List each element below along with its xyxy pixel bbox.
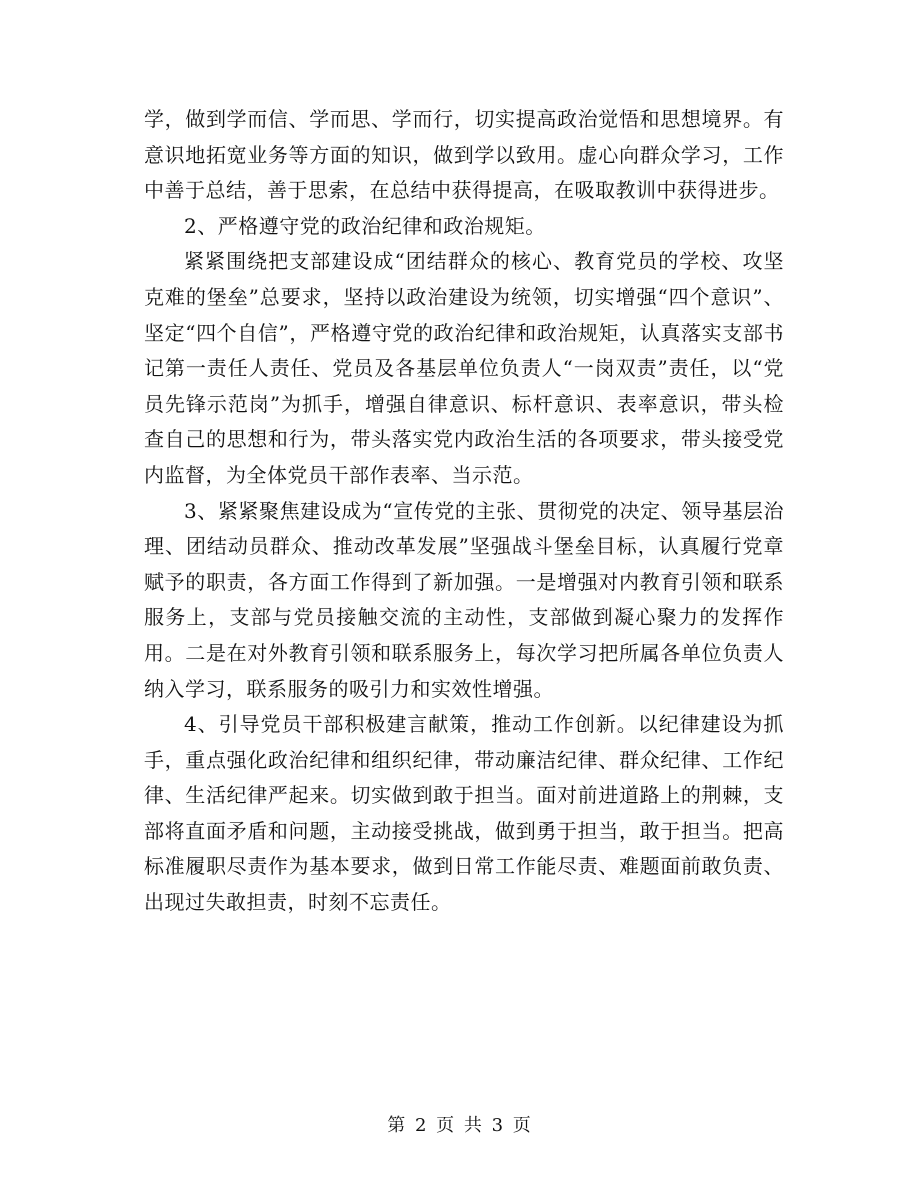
page-number-footer: 第 2 页 共 3 页	[387, 1115, 533, 1136]
paragraph-point-3: 3、紧紧聚焦建设成为“宣传党的主张、贯彻党的决定、领导基层治理、团结动员群众、推动改革发展”坚强战斗堡垒目标，认真履行党章赋予的职责，各方面工作得到了新加强。一是增强对内教育引领和联系服务上，支部与党员接触交流的主动性，支部做到凝心聚力的发挥作用。二是在对外教育引领和联系服务上，每次学习把所属各单位负责人纳入学习，联系服务的吸引力和实效性增强。	[144, 498, 784, 701]
paragraph-point-4: 4、引导党员干部积极建言献策，推动工作创新。以纪律建设为抓手，重点强化政治纪律和组织纪律，带动廉洁纪律、群众纪律、工作纪律、生活纪律严起来。切实做到敢于担当。面对前进道路上的荆棘，支部将直面矛盾和问题，主动接受挑战，做到勇于担当，敢于担当。把高标准履职尽责作为基本要求，做到日常工作能尽责、难题面前敢负责、出现过失敢担责，时刻不忘责任。	[144, 712, 784, 915]
paragraph-continuation: 学，做到学而信、学而思、学而行，切实提高政治觉悟和思想境界。有意识地拓宽业务等方面的知识，做到学以致用。虚心向群众学习，工作中善于总结，善于思索，在总结中获得提高，在吸取教训中获得进步。	[144, 107, 784, 203]
document-body	[144, 102, 784, 921]
paragraph-heading-2: 2、严格遵守党的政治纪律和政治规矩。	[184, 213, 546, 238]
paragraph-discipline: 紧紧围绕把支部建设成“团结群众的核心、教育党员的学校、攻坚克难的堡垒”总要求，坚持以政治建设为统领，切实增强“四个意识”、坚定“四个自信”，严格遵守党的政治纪律和政治规矩，认真落实支部书记第一责任人责任、党员及各基层单位负责人“一岗双责”责任，以“党员先锋示范岗”为抓手，增强自律意识、标杆意识、表率意识，带头检查自己的思想和行为，带头落实党内政治生活的各项要求，带头接受党内监督，为全体党员干部作表率、当示范。	[144, 249, 784, 487]
